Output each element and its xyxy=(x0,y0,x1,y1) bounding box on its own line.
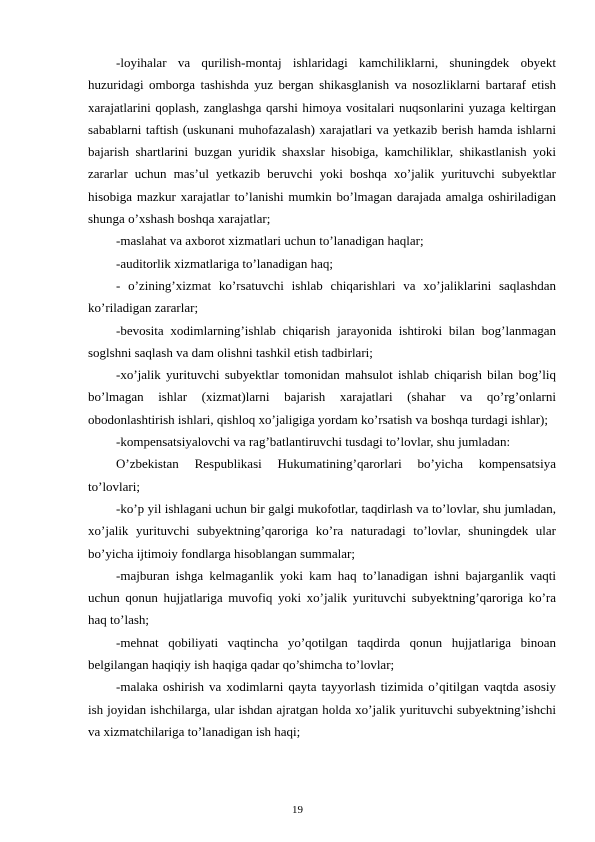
document-page xyxy=(88,52,556,743)
paragraph-retraining-wages: -malaka oshirish va xodimlarni qayta tayyorlash tizimida o’qitilgan vaqtda asosiy ish joyidan ishchilarga, ular ishdan ajratgan holda xo’jalik yurituvchi subyektning’ishchi va xizmatchilariga to’lanadigan ish haqi; xyxy=(88,679,556,739)
paragraph-consulting-fees: -maslahat va axborot xizmatlari uchun to’lanadigan haqlar; xyxy=(116,233,424,249)
paragraph-audit-fees: -auditorlik xizmatlariga to’lanadigan haq; xyxy=(116,255,333,271)
paragraph-service-losses: - o’zining’xizmat ko’rsatuvchi ishlab chiqarishlari va xo’jaliklarini saqlashdan ko’riladigan zararlar; xyxy=(88,277,556,316)
paragraph-government-compensation: O’zbekistan Respublikasi Hukumatining’qarorlari bo’yicha kompensatsiya to’lovlari; xyxy=(88,456,556,494)
paragraph-non-production-works: -xo’jalik yurituvchi subyektlar tomonidan mahsulot ishlab chiqarish bilan bog’liq bo’lmagan ishlar (xizmat)larni bajarish xarajatlari (shahar va qo’rg’onlarni obodonlashtirish ishlari, qishloq xo’jaligiga yordam ko’rsatish va boshqa turdagi ishlar); xyxy=(88,367,556,427)
paragraph-design-defects: -loyihalar va qurilish-montaj ishlaridagi kamchiliklarni, shuningdek obyekt huzuridagi omborga tashishda yuz bergan shikasglanish va nosozliklarni bartaraf etish xarajatlarini qoplash, zanglashga qarshi himoya vositalari nuqsonlarini yuzaga keltirgan sabablarni taftish (uskunani muhofazalash) xarajatlari va yetkazib berish hamda ishlarni bajarish shartlarini buzgan yuridik shaxslar hisobiga, kamchiliklar, shikastlanish yoki zararlar uchun mas’ul yetkazib beruvchi yoki boshqa xo’jalik yurituvchi subyektlar hisobiga mazkur xarajatlar to’lanishi mumkin bo’lmagan darajada amalga oshiriladigan shunga o’xshash boshqa xarajatlar; xyxy=(88,55,556,227)
paragraph-forced-absence-pay: -majburan ishga kelmaganlik yoki kam haq to’lanadigan ishni bajarganlik vaqti uchun qonun hujjatlariga muvofiq yoki xo’jalik yurituvchi subyektning’qaroriga ko’ra haq to’lash; xyxy=(88,567,556,628)
paragraph-compensation-payments: -kompensatsiyalovchi va rag’batlantiruvchi tusdagi to’lovlar, shu jumladan: xyxy=(116,434,511,450)
page-number: 19 xyxy=(292,804,303,816)
paragraph-long-service-bonuses: -ko’p yil ishlagani uchun bir galgi mukofotlar, taqdirlash va to’lovlar, shu jumladan, xo’jalik yurituvchi subyektning’qaroriga ko’ra naturadagi to’lovlar, shuningdek ular bo’yicha ijtimoiy fondlarga hisoblangan summalar; xyxy=(88,500,556,561)
paragraph-health-rest: -bevosita xodimlarning’ishlab chiqarish jarayonida ishtiroki bilan bog’lanmagan soglshni saqlash va dam olishni tashkil etish tadbirlari; xyxy=(88,322,556,360)
paragraph-temporary-disability: -mehnat qobiliyati vaqtincha yo’qotilgan taqdirda qonun hujjatlariga binoan belgilangan haqiqiy ish haqiga qadar qo’shimcha to’lovlar; xyxy=(88,634,556,673)
